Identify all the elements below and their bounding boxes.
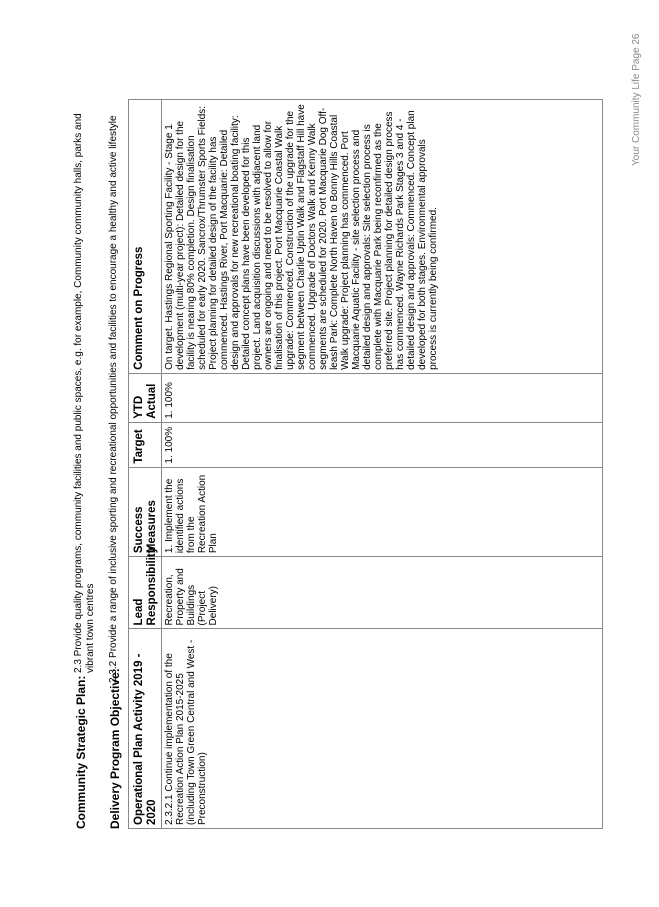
operational-plan-table — [128, 99, 603, 829]
community-strategic-plan-row — [73, 109, 103, 829]
delivery-program-objective-text: 2.3.2 Provide a range of inclusive sporting and recreational opportunities and facilities to encourage a healthy and active lifestyle — [108, 115, 119, 683]
table-row — [162, 100, 603, 829]
community-strategic-plan-text: 2.3 Provide quality programs, community facilities and public spaces, e.g. for example, Community community halls, parks and vibrant town centres — [73, 113, 96, 673]
cell-success-measures: 1. Implement the identified actions from the Recreation Action Plan — [162, 467, 603, 557]
delivery-program-objective-label: Delivery Program Objective: — [108, 668, 122, 829]
table-header-row — [129, 100, 162, 829]
header-comment-on-progress: Comment on Progress — [129, 100, 162, 374]
cell-target: 1. 100% — [162, 422, 603, 467]
delivery-program-objective-row — [108, 109, 124, 829]
header-ytd-actual: YTD Actual — [129, 373, 162, 422]
community-strategic-plan-label: Community Strategic Plan: — [74, 675, 88, 829]
header-lead-responsibility: Lead Responsibility — [129, 557, 162, 629]
cell-lead-responsibility: Recreation, Property and Buildings (Project Delivery) — [162, 557, 603, 629]
header-success-measures: Success Measures — [129, 467, 162, 557]
page-footer: Your Community Life Page 26 — [631, 33, 642, 166]
cell-comment-on-progress: On target. Hastings Regional Sporting Facility - Stage 1 development (multi-year project): Detailed design for the facility is nearing 80% completion. Design finalisation scheduled for early 2020. Sancrox/Thrumster Sports Fields: Project planning for detailed design of the facility has commenced. Hastings River, Port Macquarie: Detailed design and approvals for new recreational boating facility: Detailed concept plans have been developed for this project. Land acquisition discussions with adjacent land owners are ongoing and need to be resolved to allow for finalisation of this project. Port Macquarie Coastal Walk upgrade: Commenced. Construction of the upgrade for the segment between Charlie Uptin Walk and Flagstaff Hill have commenced. Upgrade of Doctors Walk and Kenny Walk segments are scheduled for 2020. Port Macquarie Dog Off-leash Park: Complete North Haven to Bonny Hills Coastal Walk upgrade: Project planning has commenced. Port Macquarie Aquatic Facility - site selection process and detailed design and approvals: Site selection process is complete with Macquarie Park being reconfirmed as the preferred site. Project planning for detailed design process has commenced. Wayne Richards Park Stages 3 and 4 - detailed design and approvals: Commenced. Concept plan developed for both stages. Environmental approvals process is currently being confirmed. — [162, 100, 603, 374]
cell-ytd-actual: 1. 100% — [162, 373, 603, 422]
header-target: Target — [129, 422, 162, 467]
cell-activity: 2.3.2.1 Continue implementation of the Recreation Action Plan 2015-2025 (including Town Green Central and West - Preconstruction) — [162, 629, 603, 829]
header-activity: Operational Plan Activity 2019 - 2020 — [129, 629, 162, 829]
